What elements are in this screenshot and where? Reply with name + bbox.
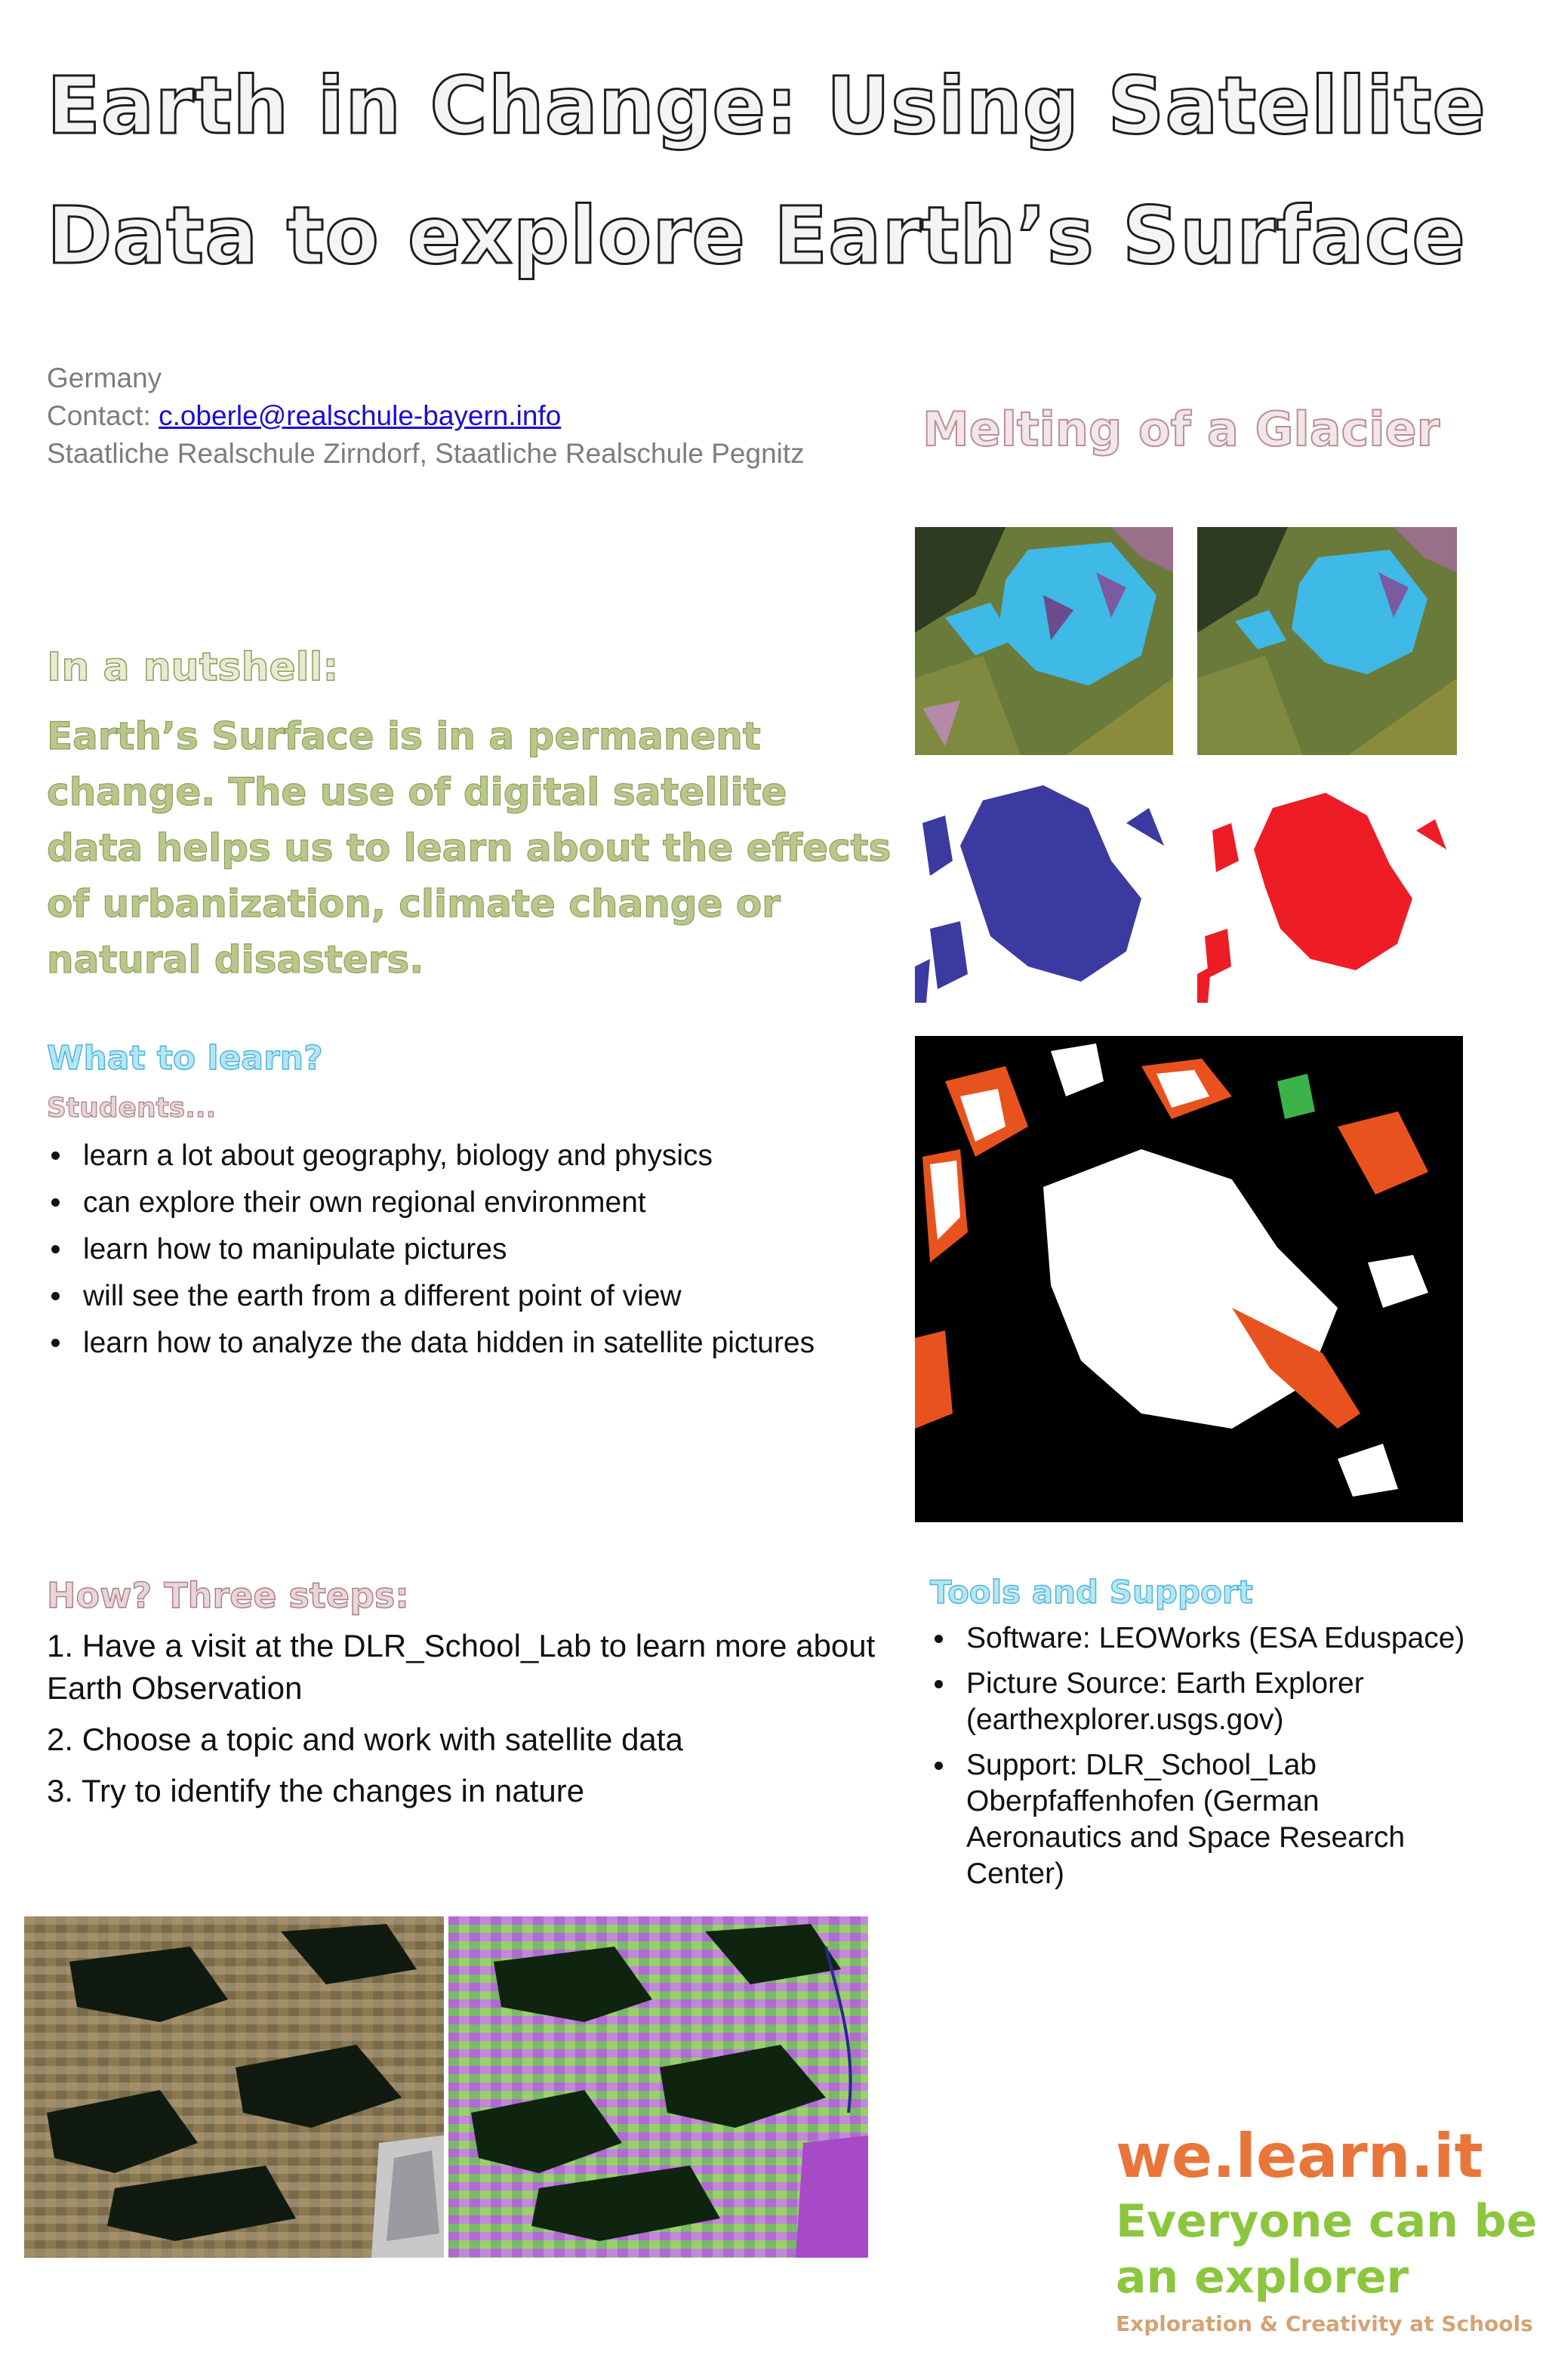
contact-label: Contact: [47, 400, 159, 431]
learn-heading: What to learn? [47, 1039, 323, 1077]
list-item: will see the earth from a different point of view [47, 1273, 815, 1320]
students-subheading: Students... [47, 1093, 217, 1124]
list-item: learn how to analyze the data hidden in satellite pictures [47, 1320, 815, 1367]
step-item: 2. Choose a topic and work with satellite data [47, 1722, 683, 1757]
glacier-mask-red [1197, 778, 1457, 1003]
glacier-satellite-image-late [1197, 527, 1457, 755]
step-item: 1. Have a visit at the DLR_School_Lab to learn more about Earth Observation [47, 1628, 876, 1706]
steps-list [47, 1625, 877, 1821]
how-heading: How? Three steps: [47, 1575, 409, 1616]
brand-subline: Exploration & Creativity at Schools [1116, 2311, 1533, 2336]
glacier-satellite-image-early [915, 527, 1173, 755]
page-title-line-2: Data to explore Earth’s Surface [47, 190, 1466, 282]
region-satellite-image [24, 1916, 444, 2258]
country-label: Germany [47, 362, 162, 393]
list-item: learn a lot about geography, biology and physics [47, 1133, 815, 1179]
page-title-line-1: Earth in Change: Using Satellite [47, 60, 1486, 152]
schools-label: Staatliche Realschule Zirndorf, Staatliche Realschule Pegnitz [47, 438, 805, 469]
glacier-heading: Melting of a Glacier [922, 402, 1440, 457]
glacier-change-map [915, 1036, 1463, 1522]
nutshell-heading: In a nutshell: [47, 645, 339, 690]
list-item: Support: DLR_School_Lab Oberpfaffenhofen (German Aeronautics and Space Research Center) [930, 1747, 1474, 1892]
glacier-mask-blue [915, 778, 1173, 1003]
brand-name: we.learn.it [1116, 2121, 1483, 2191]
nutshell-text: Earth’s Surface is in a permanent change. The use of digital satellite data helps us to learn about the effects of urbanization, climate change or natural disasters. [47, 714, 892, 982]
tools-heading: Tools and Support [930, 1574, 1253, 1611]
tools-list [930, 1620, 1474, 1901]
list-item: Picture Source: Earth Explorer (earthexplorer.usgs.gov) [930, 1666, 1474, 1738]
learn-list [47, 1133, 815, 1367]
list-item: learn how to manipulate pictures [47, 1226, 815, 1273]
region-classified-image [448, 1916, 868, 2258]
contact-email-link[interactable]: c.oberle@realschule-bayern.info [159, 400, 562, 431]
brand-tagline-2: an explorer [1116, 2251, 1409, 2304]
brand-tagline-1: Everyone can be [1116, 2195, 1538, 2248]
list-item: Software: LEOWorks (ESA Eduspace) [930, 1620, 1474, 1657]
step-item: 3. Try to identify the changes in nature [47, 1773, 585, 1808]
contact-line [47, 400, 561, 432]
list-item: can explore their own regional environment [47, 1179, 815, 1226]
